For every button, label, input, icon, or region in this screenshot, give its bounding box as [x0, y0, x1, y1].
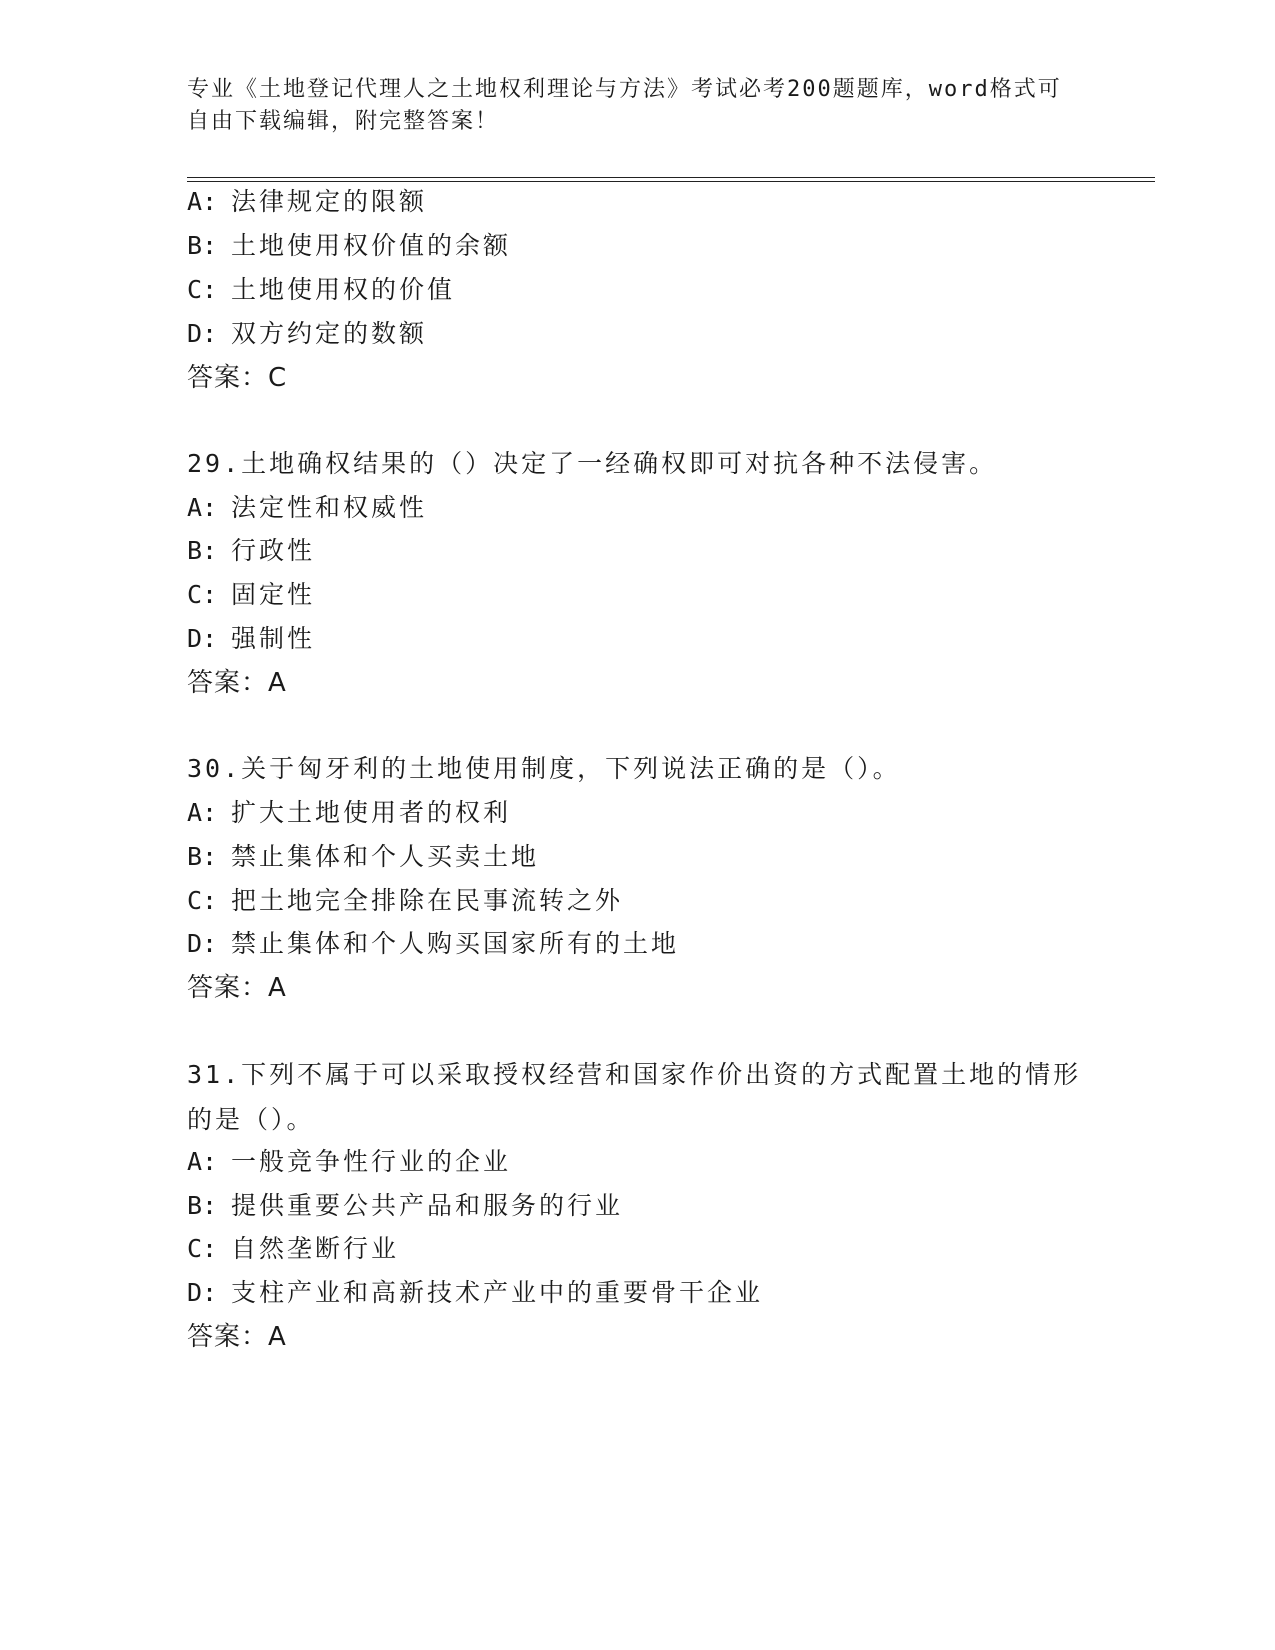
option-c [187, 886, 623, 916]
option-d [187, 1278, 763, 1308]
option-b [187, 536, 315, 566]
option-b [187, 1191, 623, 1221]
option-a [187, 187, 427, 217]
question-text: 30.关于匈牙利的土地使用制度，下列说法正确的是（）。 [187, 754, 901, 783]
option-text: 行政性 [231, 536, 316, 565]
option-label: B: [187, 536, 218, 565]
document-header: 专业《土地登记代理人之土地权利理论与方法》考试必考200题题库，word格式可自由下载编辑，附完整答案！ [187, 77, 1062, 134]
option-a [187, 1147, 511, 1177]
option-text: 禁止集体和个人买卖土地 [231, 842, 540, 871]
question-text: 31.下列不属于可以采取授权经营和国家作价出资的方式配置土地的情形的是（）。 [187, 1060, 1082, 1134]
option-c [187, 1234, 399, 1264]
option-label: D: [187, 319, 218, 348]
option-label: D: [187, 624, 218, 653]
option-b [187, 842, 539, 872]
option-text: 自然垄断行业 [231, 1234, 400, 1263]
option-text: 把土地完全排除在民事流转之外 [231, 886, 624, 915]
option-text: 法定性和权威性 [231, 493, 428, 522]
option-text: 双方约定的数额 [231, 319, 428, 348]
option-label: A: [187, 493, 218, 522]
option-label: C: [187, 886, 218, 915]
option-label: B: [187, 1191, 218, 1220]
answer-line: 答案：A [187, 973, 287, 1003]
option-b [187, 231, 511, 261]
header-rule-bottom [187, 181, 1155, 182]
option-d [187, 929, 679, 959]
option-text: 一般竞争性行业的企业 [231, 1147, 512, 1176]
option-label: C: [187, 275, 218, 304]
option-text: 扩大土地使用者的权利 [231, 798, 512, 827]
option-d [187, 624, 315, 654]
option-a [187, 493, 427, 523]
header-rule-top [187, 177, 1155, 178]
option-text: 土地使用权的价值 [231, 275, 456, 304]
answer-line: 答案：A [187, 668, 287, 698]
option-label: B: [187, 842, 218, 871]
option-label: A: [187, 187, 218, 216]
option-label: D: [187, 1278, 218, 1307]
answer-line: 答案：C [187, 363, 288, 393]
answer-line: 答案：A [187, 1322, 287, 1352]
option-label: A: [187, 1147, 218, 1176]
option-text: 固定性 [231, 580, 316, 609]
option-d [187, 319, 427, 349]
option-text: 禁止集体和个人购买国家所有的土地 [231, 929, 680, 958]
option-text: 法律规定的限额 [231, 187, 428, 216]
option-text: 提供重要公共产品和服务的行业 [231, 1191, 624, 1220]
option-label: A: [187, 798, 218, 827]
option-c [187, 275, 455, 305]
option-text: 土地使用权价值的余额 [231, 231, 512, 260]
option-text: 支柱产业和高新技术产业中的重要骨干企业 [231, 1278, 764, 1307]
option-c [187, 580, 315, 610]
question-text: 29.土地确权结果的（）决定了一经确权即可对抗各种不法侵害。 [187, 449, 998, 478]
option-label: D: [187, 929, 218, 958]
option-text: 强制性 [231, 624, 316, 653]
option-a [187, 798, 511, 828]
option-label: B: [187, 231, 218, 260]
option-label: C: [187, 580, 218, 609]
option-label: C: [187, 1234, 218, 1263]
